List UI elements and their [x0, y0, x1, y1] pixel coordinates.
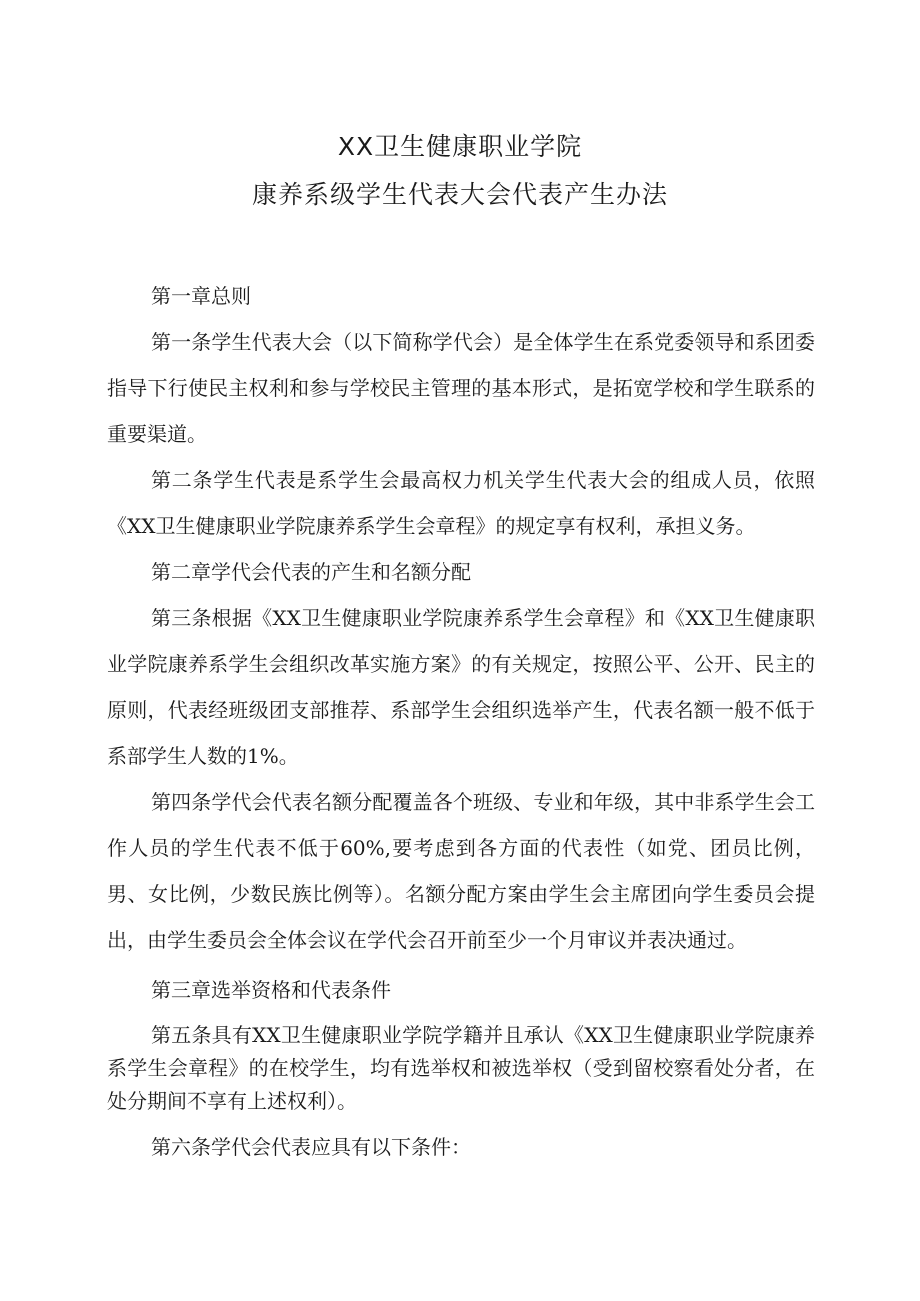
article-1-paragraph: 第一条学生代表大会（以下简称学代会）是全体学生在系党委领导和系团委指导下行使民主权利和参与学校民主管理的基本形式，是拓宽学校和学生联系的重要渠道。 — [107, 330, 815, 446]
article-6-heading: 第六条学代会代表应具有以下条件： — [151, 1135, 471, 1159]
chapter-1-heading: 第一章总则 — [151, 284, 251, 308]
chapter-2-heading: 第二章学代会代表的产生和名额分配 — [151, 560, 471, 584]
document-title-main: 康养系级学生代表大会代表产生办法 — [251, 180, 668, 209]
article-5-paragraph: 第五条具有XX卫生健康职业学院学籍并且承认《XX卫生健康职业学院康养系学生会章程》的在校学生，均有选举权和被选举权（受到留校察看处分者，在处分期间不享有上述权利）。 — [107, 1023, 815, 1113]
article-4-paragraph: 第四条学代会代表名额分配覆盖各个班级、专业和年级，其中非系学生会工作人员的学生代表不低于60%,要考虑到各方面的代表性（如党、团员比例，男、女比例，少数民族比例等）。名额分配方案由学生会主席团向学生委员会提出，由学生委员会全体会议在学代会召开前至少一个月审议并表决通过。 — [107, 790, 815, 952]
chapter-3-heading: 第三章选举资格和代表条件 — [151, 978, 391, 1002]
document-body — [107, 273, 815, 1170]
document-title-institution: XX卫生健康职业学院 — [337, 132, 583, 161]
article-3-paragraph: 第三条根据《XX卫生健康职业学院康养系学生会章程》和《XX卫生健康职业学院康养系学生会组织改革实施方案》的有关规定，按照公平、公开、民主的原则，代表经班级团支部推荐、系部学生会组织选举产生，代表名额一般不低于系部学生人数的1%。 — [107, 606, 815, 768]
article-2-paragraph: 第二条学生代表是系学生会最高权力机关学生代表大会的组成人员，依照《XX卫生健康职业学院康养系学生会章程》的规定享有权利，承担义务。 — [107, 468, 815, 538]
